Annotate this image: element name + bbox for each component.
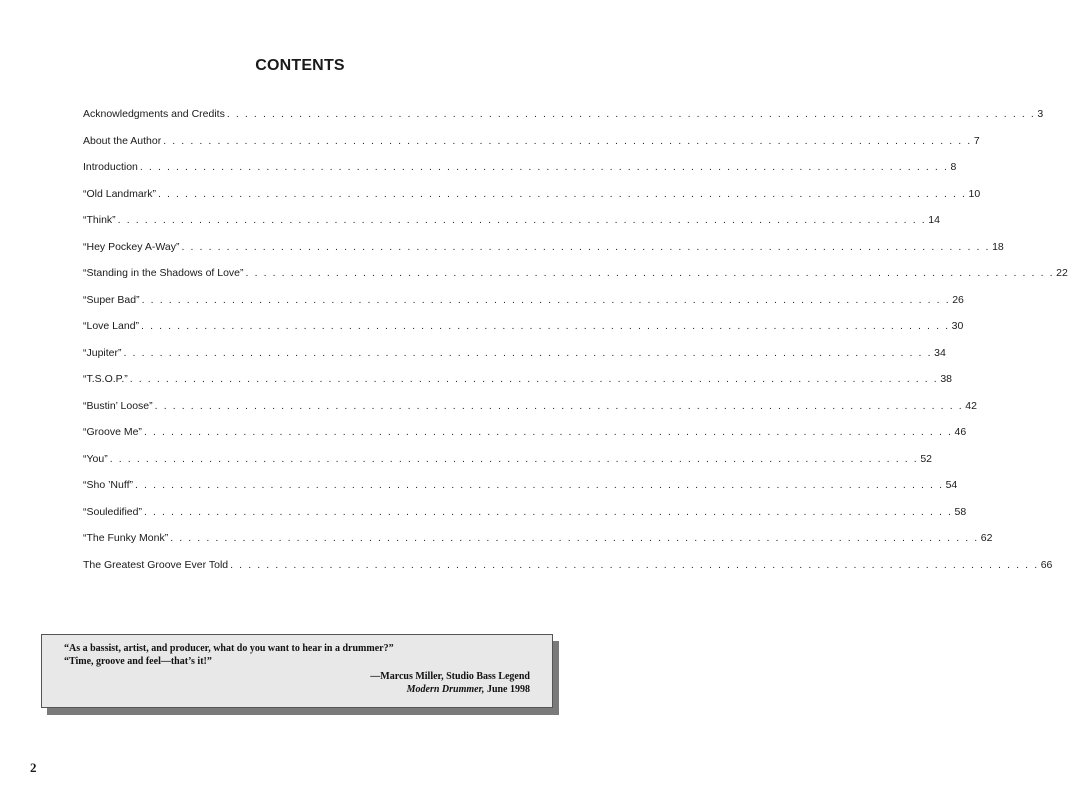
toc-entry-title: “Bustin’ Loose” — [83, 399, 153, 412]
toc-entry-title: “Love Land” — [83, 320, 140, 332]
toc-entry-page: 10 — [968, 187, 981, 200]
toc-entry — [83, 293, 964, 321]
toc-entry-title: “You” — [83, 452, 108, 465]
toc-entry — [83, 187, 981, 215]
toc-leader-dots: . . . . . . . . . . . . . . . . . . . . . . . . . . . . . . . . . . . . . . . . . . . . . . . . . . . . . . . . . . . . . . . . . . . . . . . . . . . . . . . . . . . . . . . . . . — [135, 479, 944, 491]
toc-entry-page: 54 — [945, 479, 958, 491]
toc-entry — [83, 558, 1053, 586]
quote-line-2: “Time, groove and feel—that’s it!” — [64, 656, 212, 667]
toc-entry-page: 34 — [934, 346, 946, 359]
toc-entry-title: The Greatest Groove Ever Told — [83, 558, 229, 571]
toc-entry-page: 18 — [992, 240, 1004, 253]
toc-leader-dots: . . . . . . . . . . . . . . . . . . . . . . . . . . . . . . . . . . . . . . . . . . . . . . . . . . . . . . . . . . . . . . . . . . . . . . . . . . . . . . . . . . . . . . . . . . — [129, 373, 939, 385]
toc-entry-page: 58 — [954, 505, 967, 518]
toc-leader-dots: . . . . . . . . . . . . . . . . . . . . . . . . . . . . . . . . . . . . . . . . . . . . . . . . . . . . . . . . . . . . . . . . . . . . . . . . . . . . . . . . . . . . . . . . . . — [163, 134, 972, 147]
toc-entry — [83, 267, 1068, 294]
toc-entry — [83, 373, 953, 400]
toc-entry — [83, 214, 940, 241]
toc-entry-title: “Old Landmark” — [83, 187, 156, 200]
toc-entry — [83, 108, 1044, 135]
toc-entry-title: About the Author — [83, 134, 162, 147]
toc-entry — [83, 452, 932, 480]
toc-leader-dots: . . . . . . . . . . . . . . . . . . . . . . . . . . . . . . . . . . . . . . . . . . . . . . . . . . . . . . . . . . . . . . . . . . . . . . . . . . . . . . . . . . . . . . . . . . — [170, 532, 979, 544]
toc-leader-dots: . . . . . . . . . . . . . . . . . . . . . . . . . . . . . . . . . . . . . . . . . . . . . . . . . . . . . . . . . . . . . . . . . . . . . . . . . . . . . . . . . . . . . . . . . . — [230, 558, 1039, 571]
toc-leader-dots: . . . . . . . . . . . . . . . . . . . . . . . . . . . . . . . . . . . . . . . . . . . . . . . . . . . . . . . . . . . . . . . . . . . . . . . . . . . . . . . . . . . . . . . . . . — [157, 187, 967, 200]
toc-entry-title: “Sho ’Nuff” — [83, 479, 133, 491]
toc-entry-page: 26 — [952, 293, 964, 306]
toc-entry — [83, 426, 967, 453]
toc-entry-title: Introduction — [83, 161, 138, 173]
quote-line-1: “As a bassist, artist, and producer, what do you want to hear in a drummer?” — [64, 643, 394, 654]
quote-source-magazine: Modern Drummer, — [406, 684, 485, 695]
toc-entry-page: 52 — [920, 452, 932, 465]
quote-source-date: June 1998 — [484, 684, 530, 695]
toc-entry-page: 66 — [1040, 558, 1053, 571]
toc-entry-page: 38 — [940, 373, 953, 385]
toc-entry-title: “Think” — [83, 214, 116, 226]
toc-entry — [83, 161, 957, 188]
quote-source — [407, 684, 530, 695]
toc-leader-dots: . . . . . . . . . . . . . . . . . . . . . . . . . . . . . . . . . . . . . . . . . . . . . . . . . . . . . . . . . . . . . . . . . . . . . . . . . . . . . . . . . . . . . . . . . . — [141, 293, 951, 306]
toc-entry — [83, 134, 980, 162]
quote-attribution: —Marcus Miller, Studio Bass Legend — [370, 671, 530, 682]
toc-leader-dots: . . . . . . . . . . . . . . . . . . . . . . . . . . . . . . . . . . . . . . . . . . . . . . . . . . . . . . . . . . . . . . . . . . . . . . . . . . . . . . . . . . . . . . . . . . — [109, 452, 919, 465]
page-title: CONTENTS — [255, 57, 345, 74]
toc-entry — [83, 479, 958, 506]
quote-box — [41, 634, 553, 708]
toc-entry-title: “Groove Me” — [83, 426, 142, 438]
toc-leader-dots: . . . . . . . . . . . . . . . . . . . . . . . . . . . . . . . . . . . . . . . . . . . . . . . . . . . . . . . . . . . . . . . . . . . . . . . . . . . . . . . . . . . . . . . . . . — [117, 214, 927, 226]
toc-leader-dots: . . . . . . . . . . . . . . . . . . . . . . . . . . . . . . . . . . . . . . . . . . . . . . . . . . . . . . . . . . . . . . . . . . . . . . . . . . . . . . . . . . . . . . . . . . — [143, 426, 953, 438]
toc-leader-dots: . . . . . . . . . . . . . . . . . . . . . . . . . . . . . . . . . . . . . . . . . . . . . . . . . . . . . . . . . . . . . . . . . . . . . . . . . . . . . . . . . . . . . . . . . . — [154, 399, 964, 412]
toc-entry-page: 46 — [954, 426, 967, 438]
toc-leader-dots: . . . . . . . . . . . . . . . . . . . . . . . . . . . . . . . . . . . . . . . . . . . . . . . . . . . . . . . . . . . . . . . . . . . . . . . . . . . . . . . . . . . . . . . . . . — [226, 108, 1036, 120]
toc-entry-page: 22 — [1056, 267, 1068, 279]
toc-entry — [83, 240, 1004, 268]
toc-entry-page: 62 — [980, 532, 993, 544]
toc-leader-dots: . . . . . . . . . . . . . . . . . . . . . . . . . . . . . . . . . . . . . . . . . . . . . . . . . . . . . . . . . . . . . . . . . . . . . . . . . . . . . . . . . . . . . . . . . . — [143, 505, 953, 518]
toc-entry-page: 14 — [928, 214, 940, 226]
toc-entry — [83, 532, 993, 559]
toc-entry-title: Acknowledgments and Credits — [83, 108, 225, 120]
toc-entry — [83, 505, 967, 533]
toc-entry — [83, 346, 946, 374]
toc-entry-title: “Hey Pockey A-Way” — [83, 240, 180, 253]
toc-leader-dots: . . . . . . . . . . . . . . . . . . . . . . . . . . . . . . . . . . . . . . . . . . . . . . . . . . . . . . . . . . . . . . . . . . . . . . . . . . . . . . . . . . . . . . . . . . — [123, 346, 933, 359]
page-number: 2 — [30, 760, 37, 775]
toc-leader-dots: . . . . . . . . . . . . . . . . . . . . . . . . . . . . . . . . . . . . . . . . . . . . . . . . . . . . . . . . . . . . . . . . . . . . . . . . . . . . . . . . . . . . . . . . . . — [139, 161, 949, 173]
toc-entry-title: “Standing in the Shadows of Love” — [83, 267, 244, 279]
toc-entry — [83, 399, 977, 427]
toc-entry-title: “T.S.O.P.” — [83, 373, 128, 385]
toc-leader-dots: . . . . . . . . . . . . . . . . . . . . . . . . . . . . . . . . . . . . . . . . . . . . . . . . . . . . . . . . . . . . . . . . . . . . . . . . . . . . . . . . . . . . . . . . . . — [181, 240, 991, 253]
toc-entry-title: “Jupiter” — [83, 346, 122, 359]
toc-entry-page: 3 — [1037, 108, 1044, 120]
toc-entry-title: “Souledified” — [83, 505, 142, 518]
toc-entry-title: “The Funky Monk” — [83, 532, 169, 544]
toc-leader-dots: . . . . . . . . . . . . . . . . . . . . . . . . . . . . . . . . . . . . . . . . . . . . . . . . . . . . . . . . . . . . . . . . . . . . . . . . . . . . . . . . . . . . . . . . . . — [141, 320, 950, 332]
toc-leader-dots: . . . . . . . . . . . . . . . . . . . . . . . . . . . . . . . . . . . . . . . . . . . . . . . . . . . . . . . . . . . . . . . . . . . . . . . . . . . . . . . . . . . . . . . . . . — [245, 267, 1055, 279]
toc-entry-page: 7 — [973, 134, 980, 147]
toc-entry-page: 8 — [950, 161, 957, 173]
toc-entry-page: 42 — [965, 399, 977, 412]
table-of-contents — [83, 108, 1068, 585]
toc-entry-page: 30 — [951, 320, 964, 332]
toc-entry-title: “Super Bad” — [83, 293, 140, 306]
toc-entry — [83, 320, 964, 347]
